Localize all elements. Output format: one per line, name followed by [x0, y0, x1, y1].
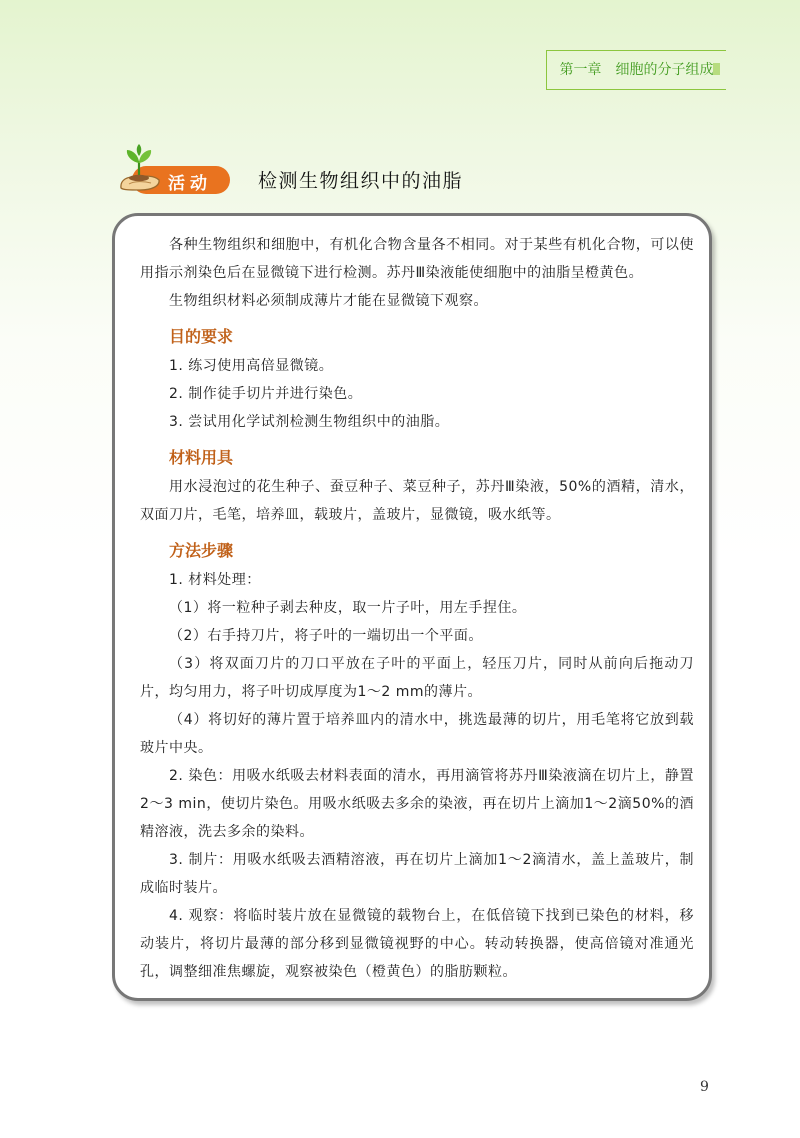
procedure-step-title: 1. 材料处理： — [169, 572, 261, 588]
activity-badge-label: 活动 — [168, 174, 212, 194]
activity-content-box — [112, 213, 712, 1001]
intro-paragraph: 各种生物组织和细胞中，有机化合物含量各不相同。对于某些有机化合物，可以使用指示剂染色后在显微镜下进行检测。苏丹Ⅲ染液能使细胞中的油脂呈橙黄色。 — [140, 237, 694, 281]
materials-text: 用水浸泡过的花生种子、蚕豆种子、菜豆种子，苏丹Ⅲ染液，50%的酒精，清水，双面刀片，毛笔，培养皿，载玻片，盖玻片，显微镜，吸水纸等。 — [140, 479, 694, 523]
page-number: 9 — [700, 1079, 709, 1095]
intro-paragraph: 生物组织材料必须制成薄片才能在显微镜下观察。 — [169, 293, 488, 309]
materials-heading: 材料用具 — [169, 448, 234, 467]
procedure-step: 3. 制片：用吸水纸吸去酒精溶液，再在切片上滴加1～2滴清水，盖上盖玻片，制成临时装片。 — [140, 852, 694, 896]
objective-item: 1. 练习使用高倍显微镜。 — [169, 358, 334, 374]
procedure-step: 4. 观察：将临时装片放在显微镜的载物台上，在低倍镜下找到已染色的材料，移动装片，将切片最薄的部分移到显微镜视野的中心。转动转换器，使高倍镜对准通光孔，调整细准焦螺旋，观察被染色（橙黄色）的脂肪颗粒。 — [140, 908, 694, 980]
objective-item: 3. 尝试用化学试剂检测生物组织中的油脂。 — [169, 414, 450, 430]
procedure-substep: （2）右手持刀片，将子叶的一端切出一个平面。 — [169, 628, 483, 644]
chapter-accent-bar — [713, 63, 720, 75]
procedure-step: 2. 染色：用吸水纸吸去材料表面的清水，再用滴管将苏丹Ⅲ染液滴在切片上，静置2～3 min，使切片染色。用吸水纸吸去多余的染液，再在切片上滴加1～2滴50%的酒精溶液，洗去多余的染料。 — [140, 768, 694, 840]
activity-title: 检测生物组织中的油脂 — [258, 170, 464, 192]
sprout-in-hand-icon — [118, 144, 162, 192]
activity-header — [118, 140, 678, 200]
procedure-substep: （1）将一粒种子剥去种皮，取一片子叶，用左手捏住。 — [169, 600, 527, 616]
procedure-heading: 方法步骤 — [169, 541, 234, 560]
chapter-tab — [546, 50, 726, 90]
objectives-heading: 目的要求 — [169, 327, 234, 346]
procedure-substep: （4）将切好的薄片置于培养皿内的清水中，挑选最薄的切片，用毛笔将它放到载玻片中央。 — [140, 712, 694, 756]
chapter-label: 第一章 细胞的分子组成 — [559, 62, 714, 78]
activity-content — [140, 231, 694, 986]
objective-item: 2. 制作徒手切片并进行染色。 — [169, 386, 363, 402]
procedure-substep: （3）将双面刀片的刀口平放在子叶的平面上，轻压刀片，同时从前向后拖动刀片，均匀用力，将子叶切成厚度为1～2 mm的薄片。 — [140, 656, 694, 700]
